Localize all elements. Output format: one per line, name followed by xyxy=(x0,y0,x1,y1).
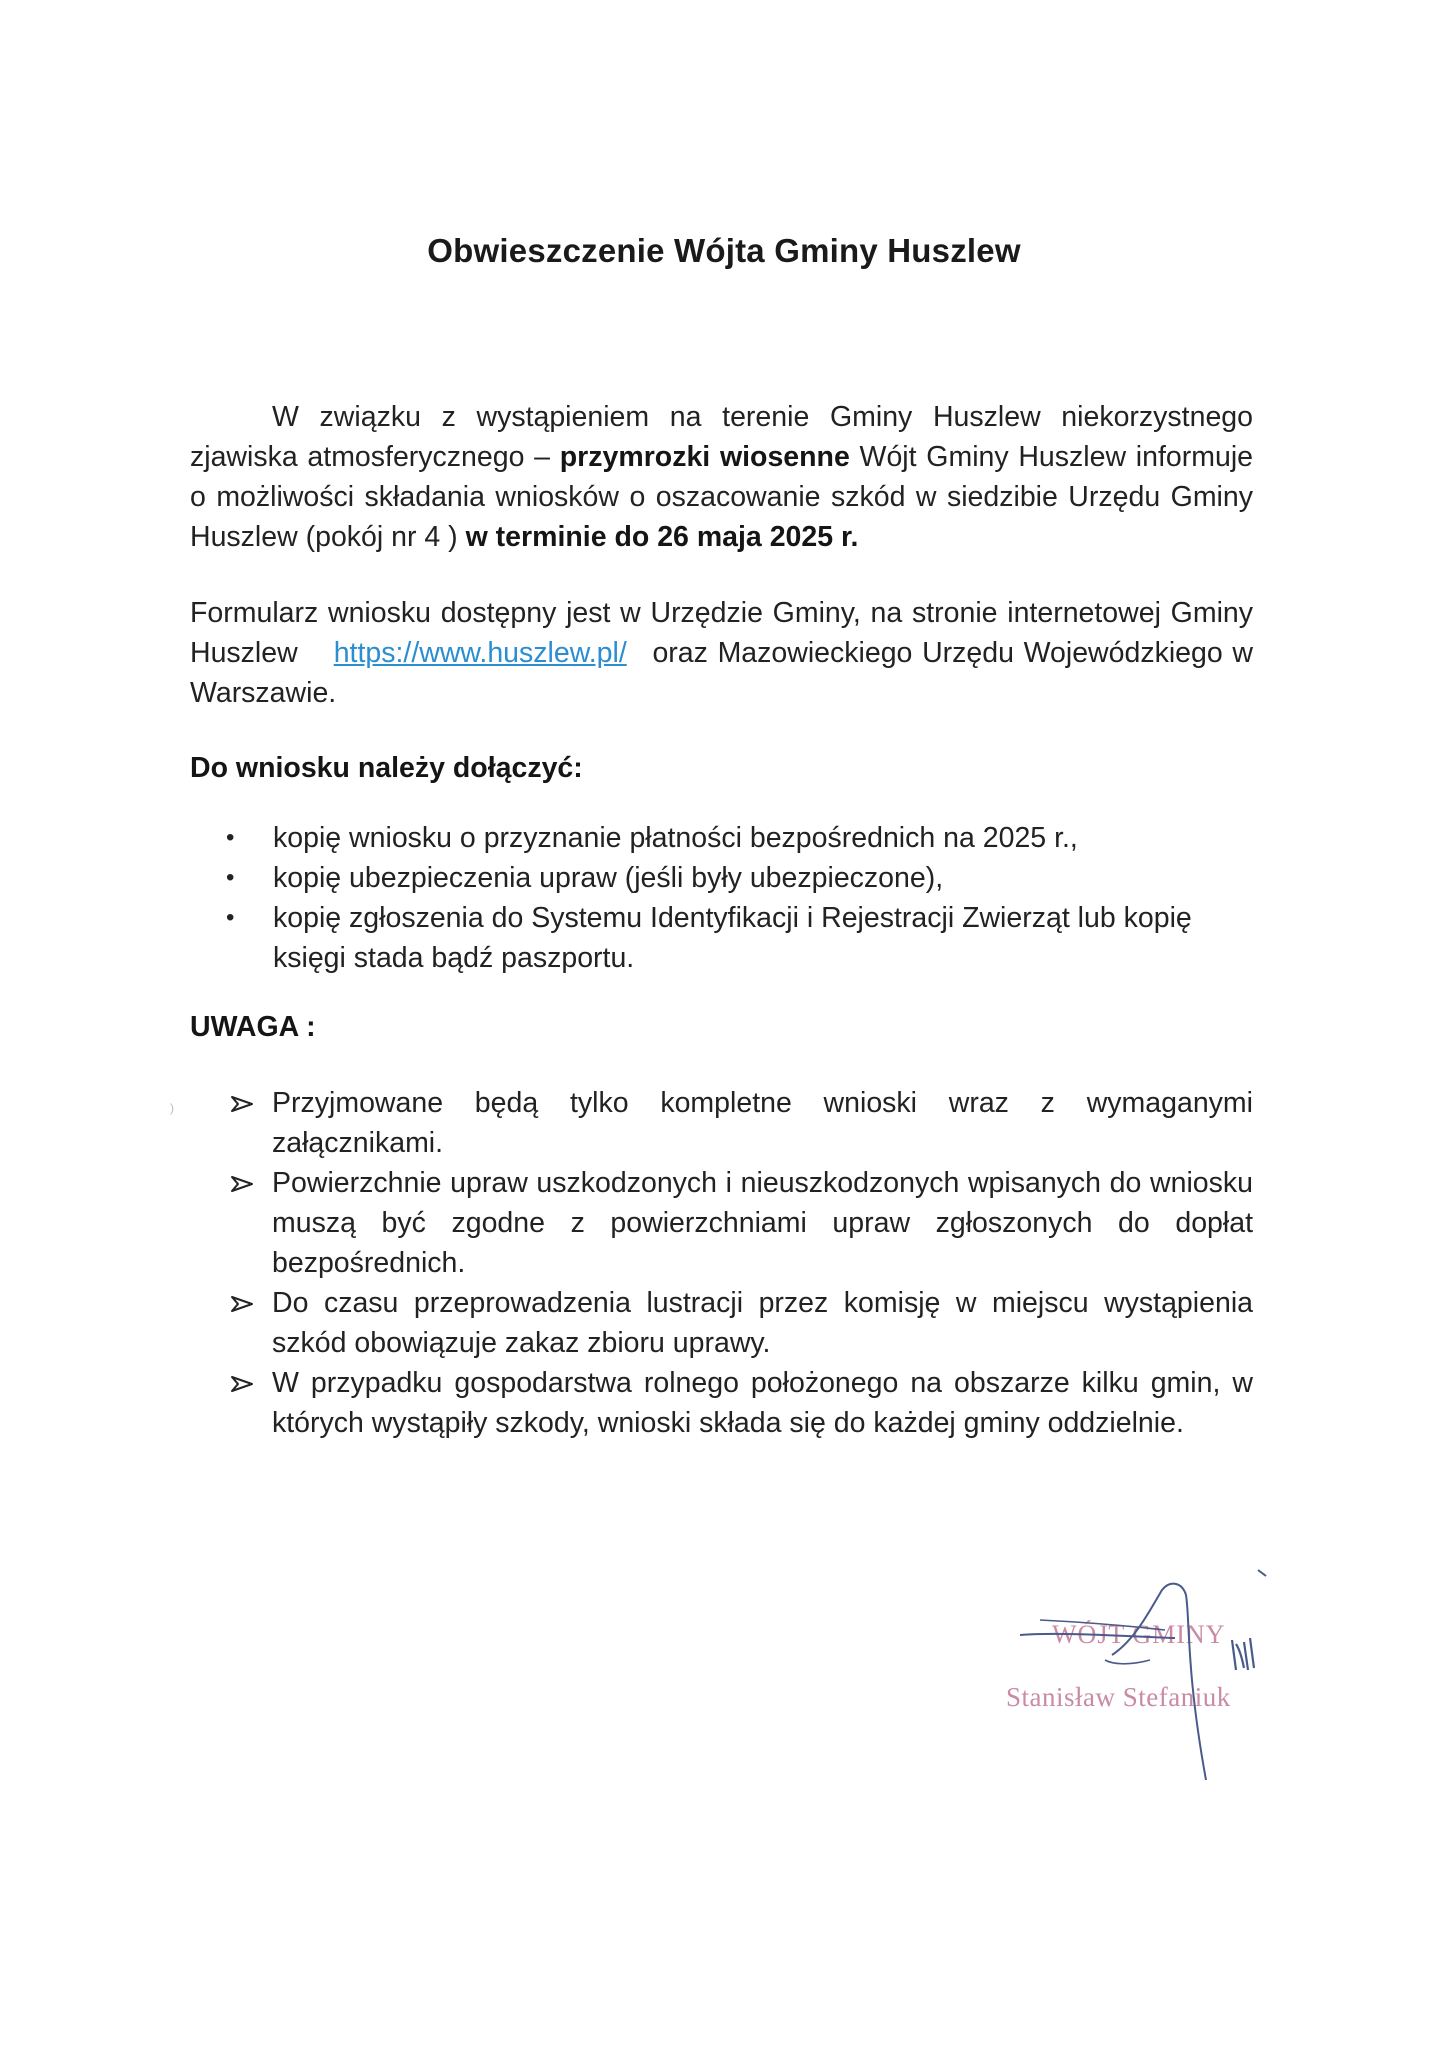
list-item: Powierzchnie upraw uszkodzonych i nieuszkodzonych wpisanych do wniosku muszą być zgodne z powierzchniami upraw zgłoszonych do dopłat bezpośrednich. xyxy=(190,1163,1253,1283)
arrow-bullet-icon xyxy=(230,1295,254,1313)
bullet-icon: • xyxy=(226,864,235,891)
attachments-list xyxy=(190,818,1253,978)
list-item: Do czasu przeprowadzenia lustracji przez komisję w miejscu wystąpienia szkód obowiązuje zakaz zbioru uprawy. xyxy=(190,1283,1253,1363)
list-item: • kopię wniosku o przyznanie płatności bezpośrednich na 2025 r., xyxy=(190,818,1253,858)
arrow-bullet-icon xyxy=(230,1095,254,1113)
attachments-heading: Do wniosku należy dołączyć: xyxy=(190,752,583,784)
stamp-name: Stanisław Stefaniuk xyxy=(1006,1682,1231,1712)
notes-heading: UWAGA : xyxy=(190,1011,316,1043)
list-item: W przypadku gospodarstwa rolnego położonego na obszarze kilku gmin, w których wystąpiły szkody, wnioski składa się do każdej gminy oddzielnie. xyxy=(190,1363,1253,1443)
scan-mark: ) xyxy=(170,1101,174,1115)
bullet-icon: • xyxy=(226,904,235,931)
arrow-bullet-icon xyxy=(230,1175,254,1193)
deadline-text: w terminie do 26 maja 2025 r. xyxy=(465,521,859,553)
document-title: Obwieszczenie Wójta Gminy Huszlew xyxy=(427,232,1021,269)
bullet-icon: • xyxy=(226,824,235,851)
handwritten-signature xyxy=(1000,1560,1290,1780)
arrow-bullet-icon xyxy=(230,1375,254,1393)
form-availability-paragraph xyxy=(190,593,1253,713)
phenomenon-name: przymrozki wiosenne xyxy=(559,441,850,473)
list-item: Przyjmowane będą tylko kompletne wnioski wraz z wymaganymi załącznikami. xyxy=(190,1083,1253,1163)
stamp-title: WÓJT GMINY xyxy=(1052,1620,1226,1649)
form-text-1: Formularz wniosku dostępny jest w Urzędzie Gminy, na stronie internetowej Gminy Huszlew xyxy=(190,597,1253,669)
intro-text-2: Wójt Gminy Huszlew informuje o możliwości składania wniosków o oszacowanie szkód w siedzibie Urzędu Gminy Huszlew (pokój nr 4 ) xyxy=(190,441,1253,553)
notes-list xyxy=(190,1083,1253,1443)
list-item: • kopię ubezpieczenia upraw (jeśli były ubezpieczone), xyxy=(190,858,1253,898)
intro-paragraph xyxy=(190,397,1253,557)
form-text-2: oraz Mazowieckiego Urzędu Wojewódzkiego w Warszawie. xyxy=(190,637,1253,709)
intro-text-1: W związku z wystąpieniem na terenie Gminy Huszlew niekorzystnego zjawiska atmosferycznego – xyxy=(190,401,1253,473)
website-link[interactable]: https://www.huszlew.pl/ xyxy=(333,637,627,669)
list-item: • kopię zgłoszenia do Systemu Identyfikacji i Rejestracji Zwierząt lub kopię księgi stada bądź paszportu. xyxy=(190,898,1253,978)
official-stamp xyxy=(1000,1560,1290,1780)
